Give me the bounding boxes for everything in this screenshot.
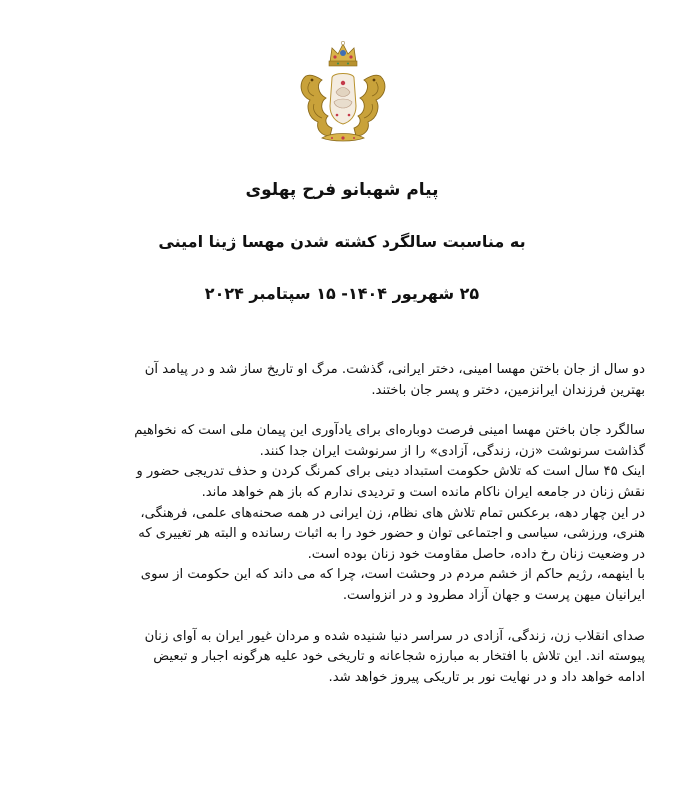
text-line: ایرانیان میهن پرست و جهان آزاد مطرود و در انزواست. <box>342 587 645 603</box>
occasion-subtitle: به مناسبت سالگرد کشته شدن مهسا ژینا امینی <box>158 232 526 251</box>
text-line: سالگرد جان باختن مهسا امینی فرصت دوباره‌ای برای یادآوری این پیمان ملی است که نخواهیم <box>134 423 645 439</box>
central-shield-icon <box>330 74 356 125</box>
paragraph-3 <box>30 627 645 689</box>
pahlavi-crown-lion-emblem-icon <box>292 36 394 148</box>
text-line: ادامه خواهد داد و در نهایت نور بر تاریکی پیروز خواهد شد. <box>328 669 645 685</box>
text-line: با اینهمه، رژیم حاکم از خشم مردم در وحشت است، چرا که می داند که این حکومت از سوی <box>140 567 645 583</box>
text-line: اینک ۴۵ سال است که تلاش حکومت استبداد دینی برای کمرنگ کردن و حذف تدریجی حضور و <box>136 464 645 480</box>
text-line: در این چهار دهه، برعکس تمام تلاش های نظام، زن ایرانی در همه صحنه‌های علمی، فرهنگی، <box>140 505 645 521</box>
paragraph-2 <box>30 421 645 606</box>
text-line: در وضعیت زنان رخ داده، حاصل مقاومت خود زنان بوده است. <box>307 546 645 562</box>
left-lion-icon <box>301 75 332 136</box>
message-title: پیام شهبانو فرح پهلوی <box>245 180 439 200</box>
text-line: هنری، ورزشی، سیاسی و اجتماعی توان و حضور خود را به اثبات رسانده و البته هر تغییری که <box>138 526 645 542</box>
message-date: ۲۵ شهریور ۱۴۰۴- ۱۵ سپتامبر ۲۰۲۴ <box>204 284 480 303</box>
text-line: پیوسته اند. این تلاش با افتخار به مبارزه شجاعانه و تاریخی خود علیه هرگونه اجبار و تبعیض <box>153 649 645 665</box>
text-line: بهترین فرزندان ایرانزمین، دختر و پسر جان باختند. <box>371 382 645 398</box>
crown-icon <box>329 41 357 66</box>
text-line: نقش زنان در جامعه ایران ناکام مانده است و تردیدی ندارم که باز هم خواهد ماند. <box>201 484 645 500</box>
paragraph-1 <box>30 360 645 401</box>
text-line: گذاشت سرنوشت «زن، زندگی، آزادی» را از سرنوشت ایران جدا کنند. <box>259 443 645 459</box>
right-lion-icon <box>354 75 385 136</box>
text-line: صدای انقلاب زن، زندگی، آزادی در سراسر دنیا شنیده شده و مردان غیور ایران به آوای زنان <box>144 628 645 644</box>
text-line: دو سال از جان باختن مهسا امینی، دختر ایرانی، گذشت. مرگ او تاریخ ساز شد و در پیامد آن <box>144 362 645 377</box>
message-body <box>30 360 645 708</box>
